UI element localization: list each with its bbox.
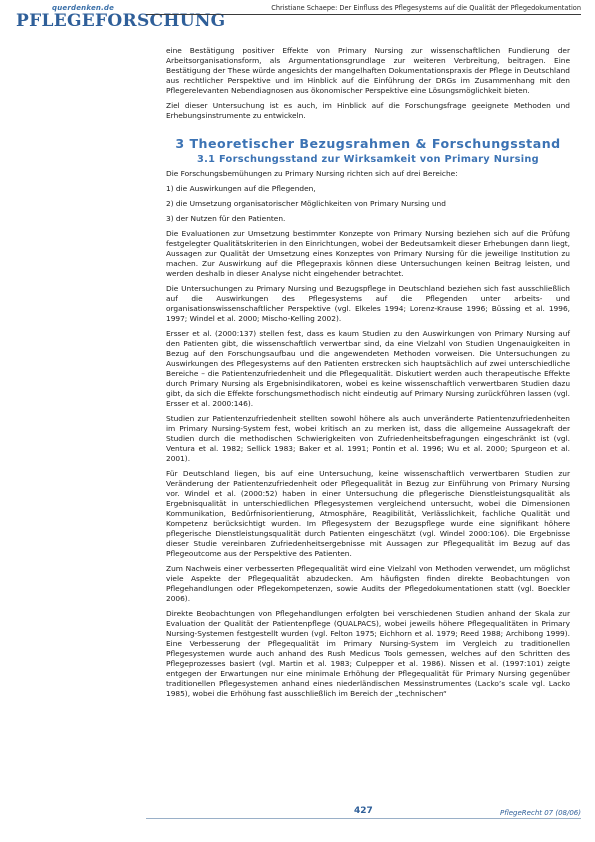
list-item: 2) die Umsetzung organisatorischer Möglichkeiten von Primary Nursing und xyxy=(166,199,446,208)
footer-divider xyxy=(146,818,581,819)
subsection-title: 3.1 Forschungsstand zur Wirksamkeit von Primary Nursing xyxy=(197,154,539,165)
paragraph: Ziel dieser Untersuchung ist es auch, im Hinblick auf die Forschungsfrage geeignete Methoden und Erhebungsinstrumente zu entwickeln. xyxy=(166,101,570,120)
section-title: 3 Theoretischer Bezugsrahmen & Forschungsstand xyxy=(175,136,561,151)
paragraph: Direkte Beobachtungen von Pflegehandlungen erfolgten bei verschiedenen Studien anhand der Skala zur Evaluation der Qualität der Patientenpflege (QUALPACS), wobei jeweils höhere Pflegequalitäten in Primary Nursing-Systemen festgestellt wurden (vgl. Felton 1975; Eichhorn et al. 1979; Reed 1988; Archibong 1999). Eine Verbesserung der Pflegequalität im Primary Nursing-System im Vergleich zu traditionellen Pflegesystemen wurde auch anhand des Rush Medicus Tools gemessen, welches auf den Schritten des Pflegeprozesses basiert (vgl. Martin et al. 1983; Culpepper et al. 1986). Nissen et al. (1997:101) zeigte entgegen der Erwartungen nur eine minimale Erhöhung der Pflegequalität für Primary Nursing gegenüber traditionellen Pflegesystemen anhand eines niederländischen Messinstrumentes (Lacko’s scale vgl. Lacko 1985), wobei die Erhöhung fast ausschließlich im Bereich der „technischen“ xyxy=(166,609,570,698)
paragraph: Ersser et al. (2000:137) stellen fest, dass es kaum Studien zu den Auswirkungen von Primary Nursing auf den Patienten gibt, die wissenschaftlich verwertbar sind, da eine Vielzahl von Studien Ungenauigkeiten in Bezug auf den Forschungsaufbau und die angewendeten Methoden vorweisen. Die Untersuchungen zu Auswirkungen des Pflegesystems auf den Patienten erstrecken sich hauptsächlich auf zwei unterschiedliche Bereiche – die Patientenzufriedenheit und die Pflegequalität. Diskutiert werden auch therapeutische Effekte durch Primary Nursing als Ergebnisindikatoren, wobei es keine wissenschaftlich verwertbaren Studien dazu gibt, da sich die Effekte forschungsmethodisch nicht eindeutig auf Primary Nursing zurückführen lassen (vgl. Ersser et al. 2000:146). xyxy=(166,329,570,408)
paragraph: Die Evaluationen zur Umsetzung bestimmter Konzepte von Primary Nursing beziehen sich auf die Prüfung festgelegter Qualitätskriterien in den Einrichtungen, wobei der Bedeutsamkeit dieser Erhebungen dann liegt, Aussagen zur Qualität der Umsetzung eines Konzeptes von Primary Nursing für die jeweilige Institution zu machen. Zur Auswirkung auf die Pflegepraxis können diese Untersuchungen keinen Beitrag leisten, und werden deshalb in dieser Analyse nicht eingehender betrachtet. xyxy=(166,229,571,278)
list-item: 1) die Auswirkungen auf die Pflegenden, xyxy=(166,184,316,193)
page-number: 427 xyxy=(354,806,373,816)
intro-paragraph: Die Forschungsbemühungen zu Primary Nursing richten sich auf drei Bereiche: xyxy=(166,169,458,178)
logo-wordmark: PFLEGEFORSCHUNG xyxy=(16,11,226,31)
logo-tagline: querdenken.de xyxy=(52,4,115,12)
paragraph: Die Untersuchungen zu Primary Nursing und Bezugspflege in Deutschland beziehen sich fast ausschließlich auf die Auswirkungen des Pflegesystems auf die Pflegenden unter arbeits- und organisationswissenschaftlicher Perspektive (vgl. Elkeles 1994; Lorenz-Krause 1996; Büssing et al. 1996, 1997; Windel et al. 2000; Mischo-Kelling 2002). xyxy=(166,284,570,323)
paragraph: Studien zur Patientenzufriedenheit stellten sowohl höhere als auch unveränderte Patientenzufriedenheiten im Primary Nursing-System fest, wobei kritisch an zu merken ist, dass die allgemeine Aussagekraft der Studien durch die methodischen Schwierigkeiten von Zufriedenheitsbefragungen eingeschränkt ist (vgl. Ventura et al. 1982; Sellick 1983; Baker et al. 1991; Pontin et al. 1996; Wu et al. 2000; Spurgeon et al. 2001). xyxy=(166,414,570,463)
journal-logo xyxy=(8,2,226,42)
list-item: 3) der Nutzen für den Patienten. xyxy=(166,214,286,223)
paragraph: Für Deutschland liegen, bis auf eine Untersuchung, keine wissenschaftlich verwertbaren Studien zur Veränderung der Patientenzufriedenheit oder Pflegequalität in Bezug zur Einführung von Primary Nursing vor. Windel et al. (2000:52) haben in einer Untersuchung die pflegerische Dienstleistungsqualität als Ergebnisqualität in unterschiedlichen Pflegesystemen vergleichend untersucht, wobei die Dimensionen Kommunikation, Bedürfnisorientierung, Atmosphäre, Reagibilität, Verlässlichkeit, fachliche Qualität und Kompetenz berücksichtigt wurden. Im Pflegesystem der Bezugspflege wurde eine signifikant höhere pflegerische Dienstleistungsqualität durch Patienten eingeschätzt (vgl. Windel 2000:106). Die Ergebnisse dieser Studie vereinbaren Zufriedenheitsergebnisse mit Aussagen zur Pflegequalität im Bezug auf das Pflegeoutcome aus der Perspektive des Patienten. xyxy=(166,469,570,558)
header-divider xyxy=(146,14,581,15)
paragraph: eine Bestätigung positiver Effekte von Primary Nursing zur wissenschaftlichen Fundierung der Arbeitsorganisationsform, als Argumentationsgrundlage zur weiteren Verbreitung, beitragen. Eine Bestätigung der These würde angesichts der mangelhaften Dokumentationspraxis der Pflege in Deutschland aus rechtlicher Perspektive und im Hinblick auf die Einführung der DRGs im Zusammenhang mit den Pflegerelevanten Nebendiagnosen aus ökonomischer Perspektive eine Lösungsmöglichkeit bieten. xyxy=(166,46,570,95)
paragraph: Zum Nachweis einer verbesserten Pflegequalität wird eine Vielzahl von Methoden verwendet, um möglichst viele Aspekte der Pflegequalität abzudecken. Am häufigsten finden direkte Beobachtungen von Pflegehandlungen oder Pflegekompetenzen, sowie Audits der Pflegedokumentationen statt (vgl. Boeckler 2006). xyxy=(166,564,570,603)
running-title: Christiane Schaepe: Der Einfluss des Pflegesystems auf die Qualität der Pflegedokumentation xyxy=(271,4,581,12)
article-body xyxy=(166,46,570,704)
journal-reference: PflegeRecht 07 (08/06) xyxy=(500,809,581,817)
